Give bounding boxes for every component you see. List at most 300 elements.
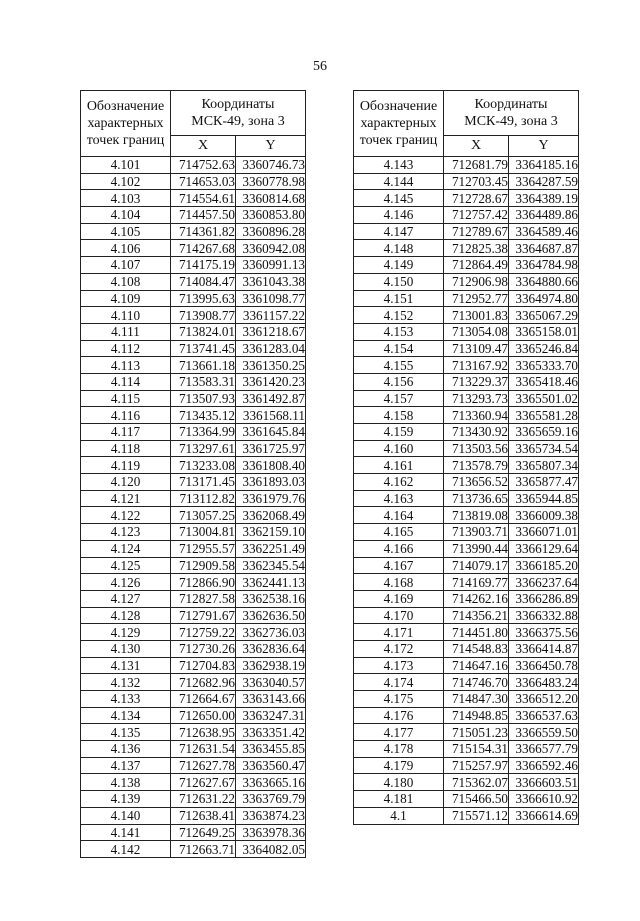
y-coordinate-cell: 3363560.47 — [236, 757, 306, 774]
table-row — [81, 440, 306, 457]
point-id-cell: 4.179 — [354, 757, 444, 774]
point-id-cell: 4.180 — [354, 774, 444, 791]
x-coordinate-cell: 713824.01 — [171, 323, 236, 340]
y-coordinate-cell: 3364082.05 — [236, 841, 306, 858]
page-number: 56 — [313, 59, 327, 74]
table-row — [81, 707, 306, 724]
x-coordinate-cell: 713057.25 — [171, 507, 236, 524]
point-id-cell: 4.171 — [354, 624, 444, 641]
y-coordinate-cell: 3366286.89 — [509, 590, 579, 607]
y-coordinate-cell: 3366414.87 — [509, 640, 579, 657]
x-coordinate-cell: 712791.67 — [171, 607, 236, 624]
x-coordinate-cell: 713908.77 — [171, 307, 236, 324]
table-row — [81, 240, 306, 257]
x-coordinate-cell: 713364.99 — [171, 424, 236, 441]
point-id-cell: 4.143 — [354, 157, 444, 174]
x-coordinate-cell: 712649.25 — [171, 824, 236, 841]
point-id-cell: 4.165 — [354, 524, 444, 541]
header-line: Обозначение — [359, 99, 438, 114]
table-row — [81, 457, 306, 474]
y-coordinate-cell: 3362441.13 — [236, 574, 306, 591]
y-coordinate-cell: 3366610.92 — [509, 791, 579, 808]
point-id-cell: 4.150 — [354, 273, 444, 290]
table-row — [354, 807, 579, 824]
table-row — [354, 757, 579, 774]
y-coordinate-cell: 3365734.54 — [509, 440, 579, 457]
x-coordinate-cell: 714361.82 — [171, 223, 236, 240]
y-coordinate-cell: 3366450.78 — [509, 657, 579, 674]
y-coordinate-cell: 3365501.02 — [509, 390, 579, 407]
point-id-cell: 4.136 — [81, 741, 171, 758]
y-coordinate-cell: 3363247.31 — [236, 707, 306, 724]
coordinates-table-right — [353, 90, 579, 825]
table-row — [354, 407, 579, 424]
point-id-cell: 4.128 — [81, 607, 171, 624]
point-id-cell: 4.173 — [354, 657, 444, 674]
point-id-cell: 4.159 — [354, 424, 444, 441]
y-coordinate-cell: 3362538.16 — [236, 590, 306, 607]
x-coordinate-cell: 714356.21 — [444, 607, 509, 624]
table-row — [354, 240, 579, 257]
point-id-cell: 4.133 — [81, 691, 171, 708]
y-coordinate-cell: 3363040.57 — [236, 674, 306, 691]
y-coordinate-cell: 3366185.20 — [509, 557, 579, 574]
x-coordinate-cell: 714847.30 — [444, 691, 509, 708]
x-coordinate-cell: 712664.67 — [171, 691, 236, 708]
x-coordinate-cell: 714548.83 — [444, 640, 509, 657]
table-row — [354, 657, 579, 674]
x-coordinate-cell: 715362.07 — [444, 774, 509, 791]
y-coordinate-cell: 3363874.23 — [236, 807, 306, 824]
y-coordinate-cell: 3365418.46 — [509, 373, 579, 390]
y-coordinate-cell: 3363351.42 — [236, 724, 306, 741]
y-coordinate-cell: 3361492.87 — [236, 390, 306, 407]
point-id-cell: 4.109 — [81, 290, 171, 307]
x-coordinate-cell: 712631.22 — [171, 791, 236, 808]
x-coordinate-cell: 712952.77 — [444, 290, 509, 307]
table-row — [354, 774, 579, 791]
point-id-cell: 4.175 — [354, 691, 444, 708]
point-id-cell: 4.170 — [354, 607, 444, 624]
table-row — [81, 607, 306, 624]
x-coordinate-cell: 712789.67 — [444, 223, 509, 240]
table-row — [354, 724, 579, 741]
point-id-cell: 4.166 — [354, 540, 444, 557]
x-coordinate-cell: 713297.61 — [171, 440, 236, 457]
y-coordinate-cell: 3361645.84 — [236, 424, 306, 441]
x-coordinate-cell: 714079.17 — [444, 557, 509, 574]
x-coordinate-cell: 713229.37 — [444, 373, 509, 390]
table-row — [354, 457, 579, 474]
table-row — [354, 640, 579, 657]
y-coordinate-cell: 3362736.03 — [236, 624, 306, 641]
y-coordinate-cell: 3365807.34 — [509, 457, 579, 474]
y-coordinate-cell: 3366603.51 — [509, 774, 579, 791]
table-row — [81, 373, 306, 390]
table-row — [354, 157, 579, 174]
point-id-cell: 4.121 — [81, 490, 171, 507]
x-coordinate-cell: 714175.19 — [171, 257, 236, 274]
table-row — [354, 490, 579, 507]
x-coordinate-cell: 712631.54 — [171, 741, 236, 758]
table-row — [81, 190, 306, 207]
table-row — [81, 340, 306, 357]
x-coordinate-cell: 714169.77 — [444, 574, 509, 591]
point-id-cell: 4.142 — [81, 841, 171, 858]
x-coordinate-cell: 713741.45 — [171, 340, 236, 357]
y-coordinate-cell: 3363143.66 — [236, 691, 306, 708]
y-coordinate-cell: 3362636.50 — [236, 607, 306, 624]
table-row — [354, 273, 579, 290]
x-coordinate-cell: 713360.94 — [444, 407, 509, 424]
x-coordinate-cell: 713167.92 — [444, 357, 509, 374]
coordinates-table-left — [80, 90, 306, 858]
point-id-cell: 4.126 — [81, 574, 171, 591]
x-column-header: X — [444, 136, 509, 157]
point-id-cell: 4.137 — [81, 757, 171, 774]
point-id-cell: 4.169 — [354, 590, 444, 607]
point-id-cell: 4.157 — [354, 390, 444, 407]
y-coordinate-cell: 3366512.20 — [509, 691, 579, 708]
y-column-header: Y — [509, 136, 579, 157]
x-coordinate-cell: 712638.41 — [171, 807, 236, 824]
y-coordinate-cell: 3361979.76 — [236, 490, 306, 507]
y-coordinate-cell: 3365581.28 — [509, 407, 579, 424]
point-id-cell: 4.148 — [354, 240, 444, 257]
point-id-cell: 4.158 — [354, 407, 444, 424]
table-row — [81, 524, 306, 541]
y-coordinate-cell: 3366129.64 — [509, 540, 579, 557]
y-coordinate-cell: 3366071.01 — [509, 524, 579, 541]
y-coordinate-cell: 3361568.11 — [236, 407, 306, 424]
point-id-cell: 4.176 — [354, 707, 444, 724]
y-coordinate-cell: 3366332.88 — [509, 607, 579, 624]
x-coordinate-cell: 712627.67 — [171, 774, 236, 791]
y-coordinate-cell: 3365246.84 — [509, 340, 579, 357]
y-coordinate-cell: 3365158.01 — [509, 323, 579, 340]
y-coordinate-cell: 3364185.16 — [509, 157, 579, 174]
table-row — [81, 307, 306, 324]
y-coordinate-cell: 3366559.50 — [509, 724, 579, 741]
table-row — [81, 223, 306, 240]
y-coordinate-cell: 3362345.54 — [236, 557, 306, 574]
table-row — [81, 724, 306, 741]
y-coordinate-cell: 3364687.87 — [509, 240, 579, 257]
x-coordinate-cell: 713109.47 — [444, 340, 509, 357]
table-row — [354, 207, 579, 224]
x-coordinate-cell: 714752.63 — [171, 157, 236, 174]
point-id-cell: 4.119 — [81, 457, 171, 474]
point-id-cell: 4.102 — [81, 173, 171, 190]
point-id-cell: 4.114 — [81, 373, 171, 390]
table-row — [81, 757, 306, 774]
table-row — [81, 640, 306, 657]
table-row — [354, 540, 579, 557]
x-coordinate-cell: 715051.23 — [444, 724, 509, 741]
y-coordinate-cell: 3366375.56 — [509, 624, 579, 641]
table-row — [354, 507, 579, 524]
x-coordinate-cell: 713233.08 — [171, 457, 236, 474]
y-coordinate-cell: 3360896.28 — [236, 223, 306, 240]
y-coordinate-cell: 3361218.67 — [236, 323, 306, 340]
x-coordinate-cell: 713503.56 — [444, 440, 509, 457]
table-row — [354, 190, 579, 207]
point-id-cell: 4.134 — [81, 707, 171, 724]
point-id-cell: 4.117 — [81, 424, 171, 441]
point-id-cell: 4.140 — [81, 807, 171, 824]
y-coordinate-cell: 3361283.04 — [236, 340, 306, 357]
x-coordinate-cell: 714457.50 — [171, 207, 236, 224]
y-coordinate-cell: 3364880.66 — [509, 273, 579, 290]
table-row — [354, 223, 579, 240]
x-coordinate-cell: 714653.03 — [171, 173, 236, 190]
x-coordinate-cell: 712704.83 — [171, 657, 236, 674]
table-row — [354, 290, 579, 307]
header-line: Координаты — [201, 97, 275, 112]
y-coordinate-cell: 3362251.49 — [236, 540, 306, 557]
table-row — [354, 424, 579, 441]
x-coordinate-cell: 713656.52 — [444, 474, 509, 491]
x-coordinate-cell: 713995.63 — [171, 290, 236, 307]
x-coordinate-cell: 712906.98 — [444, 273, 509, 290]
x-coordinate-cell: 712728.67 — [444, 190, 509, 207]
y-coordinate-cell: 3363455.85 — [236, 741, 306, 758]
table-row — [81, 323, 306, 340]
x-coordinate-cell: 713112.82 — [171, 490, 236, 507]
x-coordinate-cell: 715257.97 — [444, 757, 509, 774]
table-row — [81, 273, 306, 290]
table-row — [354, 707, 579, 724]
y-coordinate-cell: 3364974.80 — [509, 290, 579, 307]
y-coordinate-cell: 3366009.38 — [509, 507, 579, 524]
y-coordinate-cell: 3366483.24 — [509, 674, 579, 691]
point-id-cell: 4.125 — [81, 557, 171, 574]
x-coordinate-cell: 714267.68 — [171, 240, 236, 257]
point-id-cell: 4.103 — [81, 190, 171, 207]
x-coordinate-cell: 713001.83 — [444, 307, 509, 324]
table-row — [354, 791, 579, 808]
table-row — [81, 574, 306, 591]
point-id-cell: 4.130 — [81, 640, 171, 657]
y-coordinate-cell: 3361350.25 — [236, 357, 306, 374]
coordinates-header — [444, 91, 579, 136]
table-row — [81, 841, 306, 858]
table-row — [81, 557, 306, 574]
table-row — [81, 657, 306, 674]
x-coordinate-cell: 713819.08 — [444, 507, 509, 524]
x-coordinate-cell: 713435.12 — [171, 407, 236, 424]
x-coordinate-cell: 713293.73 — [444, 390, 509, 407]
header-line: Обозначение — [86, 99, 165, 114]
x-coordinate-cell: 713171.45 — [171, 474, 236, 491]
point-id-cell: 4.110 — [81, 307, 171, 324]
y-coordinate-cell: 3360814.68 — [236, 190, 306, 207]
y-coordinate-cell: 3365659.16 — [509, 424, 579, 441]
point-id-cell: 4.135 — [81, 724, 171, 741]
header-line: МСК-49, зона 3 — [464, 114, 558, 129]
y-coordinate-cell: 3360853.80 — [236, 207, 306, 224]
point-id-cell: 4.149 — [354, 257, 444, 274]
y-coordinate-cell: 3364589.46 — [509, 223, 579, 240]
point-id-cell: 4.151 — [354, 290, 444, 307]
y-coordinate-cell: 3361808.40 — [236, 457, 306, 474]
y-coordinate-cell: 3362938.19 — [236, 657, 306, 674]
y-coordinate-cell: 3361157.22 — [236, 307, 306, 324]
table-row — [81, 173, 306, 190]
x-coordinate-cell: 712825.38 — [444, 240, 509, 257]
y-coordinate-cell: 3362836.64 — [236, 640, 306, 657]
coordinates-header — [171, 91, 306, 136]
point-id-cell: 4.113 — [81, 357, 171, 374]
point-id-cell: 4.144 — [354, 173, 444, 190]
table-row — [354, 440, 579, 457]
point-id-cell: 4.152 — [354, 307, 444, 324]
y-coordinate-cell: 3361893.03 — [236, 474, 306, 491]
x-coordinate-cell: 715571.12 — [444, 807, 509, 824]
table-row — [81, 691, 306, 708]
table-row — [354, 173, 579, 190]
table-row — [354, 524, 579, 541]
table-row — [81, 741, 306, 758]
x-coordinate-cell: 714554.61 — [171, 190, 236, 207]
y-coordinate-cell: 3363769.79 — [236, 791, 306, 808]
point-id-cell: 4.108 — [81, 273, 171, 290]
point-id-cell: 4.154 — [354, 340, 444, 357]
table-row — [354, 323, 579, 340]
x-coordinate-cell: 712681.79 — [444, 157, 509, 174]
y-coordinate-cell: 3364489.86 — [509, 207, 579, 224]
x-column-header: X — [171, 136, 236, 157]
y-column-header: Y — [236, 136, 306, 157]
header-line: точек границ — [359, 133, 438, 148]
x-coordinate-cell: 712638.95 — [171, 724, 236, 741]
y-coordinate-cell: 3362068.49 — [236, 507, 306, 524]
table-row — [354, 607, 579, 624]
point-id-cell: 4.131 — [81, 657, 171, 674]
x-coordinate-cell: 712955.57 — [171, 540, 236, 557]
y-coordinate-cell: 3362159.10 — [236, 524, 306, 541]
table-row — [354, 574, 579, 591]
x-coordinate-cell: 714451.80 — [444, 624, 509, 641]
x-coordinate-cell: 714262.16 — [444, 590, 509, 607]
table-row — [354, 340, 579, 357]
point-id-cell: 4.178 — [354, 741, 444, 758]
table-row — [81, 540, 306, 557]
table-row — [81, 791, 306, 808]
table-row — [354, 307, 579, 324]
table-row — [81, 157, 306, 174]
point-id-cell: 4.156 — [354, 373, 444, 390]
point-id-cell: 4.124 — [81, 540, 171, 557]
y-coordinate-cell: 3364784.98 — [509, 257, 579, 274]
point-id-cell: 4.112 — [81, 340, 171, 357]
header-line: Координаты — [474, 97, 548, 112]
point-id-cell: 4.145 — [354, 190, 444, 207]
point-designation-header — [81, 91, 171, 157]
table-row — [354, 390, 579, 407]
x-coordinate-cell: 712759.22 — [171, 624, 236, 641]
x-coordinate-cell: 714084.47 — [171, 273, 236, 290]
point-id-cell: 4.147 — [354, 223, 444, 240]
table-row — [354, 674, 579, 691]
table-row — [354, 373, 579, 390]
y-coordinate-cell: 3361420.23 — [236, 373, 306, 390]
point-id-cell: 4.174 — [354, 674, 444, 691]
y-coordinate-cell: 3360778.98 — [236, 173, 306, 190]
x-coordinate-cell: 714746.70 — [444, 674, 509, 691]
header-line: характерных — [360, 116, 437, 131]
table-row — [81, 424, 306, 441]
table-row — [354, 741, 579, 758]
point-id-cell: 4.1 — [354, 807, 444, 824]
table-row — [354, 624, 579, 641]
table-row — [354, 590, 579, 607]
x-coordinate-cell: 713507.93 — [171, 390, 236, 407]
point-id-cell: 4.116 — [81, 407, 171, 424]
x-coordinate-cell: 712663.71 — [171, 841, 236, 858]
y-coordinate-cell: 3364287.59 — [509, 173, 579, 190]
point-id-cell: 4.141 — [81, 824, 171, 841]
table-row — [81, 624, 306, 641]
point-id-cell: 4.129 — [81, 624, 171, 641]
x-coordinate-cell: 714948.85 — [444, 707, 509, 724]
point-id-cell: 4.118 — [81, 440, 171, 457]
point-id-cell: 4.163 — [354, 490, 444, 507]
point-id-cell: 4.167 — [354, 557, 444, 574]
y-coordinate-cell: 3364389.19 — [509, 190, 579, 207]
table-row — [81, 674, 306, 691]
y-coordinate-cell: 3366237.64 — [509, 574, 579, 591]
y-coordinate-cell: 3365944.85 — [509, 490, 579, 507]
point-id-cell: 4.162 — [354, 474, 444, 491]
point-id-cell: 4.123 — [81, 524, 171, 541]
point-id-cell: 4.115 — [81, 390, 171, 407]
x-coordinate-cell: 713903.71 — [444, 524, 509, 541]
point-id-cell: 4.106 — [81, 240, 171, 257]
table-row — [81, 207, 306, 224]
point-id-cell: 4.181 — [354, 791, 444, 808]
point-id-cell: 4.164 — [354, 507, 444, 524]
table-row — [354, 474, 579, 491]
point-id-cell: 4.168 — [354, 574, 444, 591]
table-row — [81, 824, 306, 841]
x-coordinate-cell: 712627.78 — [171, 757, 236, 774]
x-coordinate-cell: 712730.26 — [171, 640, 236, 657]
table-row — [354, 691, 579, 708]
point-id-cell: 4.120 — [81, 474, 171, 491]
x-coordinate-cell: 714647.16 — [444, 657, 509, 674]
point-id-cell: 4.122 — [81, 507, 171, 524]
y-coordinate-cell: 3366592.46 — [509, 757, 579, 774]
point-id-cell: 4.161 — [354, 457, 444, 474]
x-coordinate-cell: 713736.65 — [444, 490, 509, 507]
point-id-cell: 4.107 — [81, 257, 171, 274]
x-coordinate-cell: 713004.81 — [171, 524, 236, 541]
header-line: МСК-49, зона 3 — [191, 114, 285, 129]
x-coordinate-cell: 712864.49 — [444, 257, 509, 274]
y-coordinate-cell: 3360746.73 — [236, 157, 306, 174]
y-coordinate-cell: 3365333.70 — [509, 357, 579, 374]
table-row — [354, 557, 579, 574]
table-row — [81, 257, 306, 274]
table-row — [81, 357, 306, 374]
x-coordinate-cell: 712827.58 — [171, 590, 236, 607]
x-coordinate-cell: 715466.50 — [444, 791, 509, 808]
point-id-cell: 4.155 — [354, 357, 444, 374]
point-id-cell: 4.101 — [81, 157, 171, 174]
point-id-cell: 4.104 — [81, 207, 171, 224]
point-id-cell: 4.138 — [81, 774, 171, 791]
